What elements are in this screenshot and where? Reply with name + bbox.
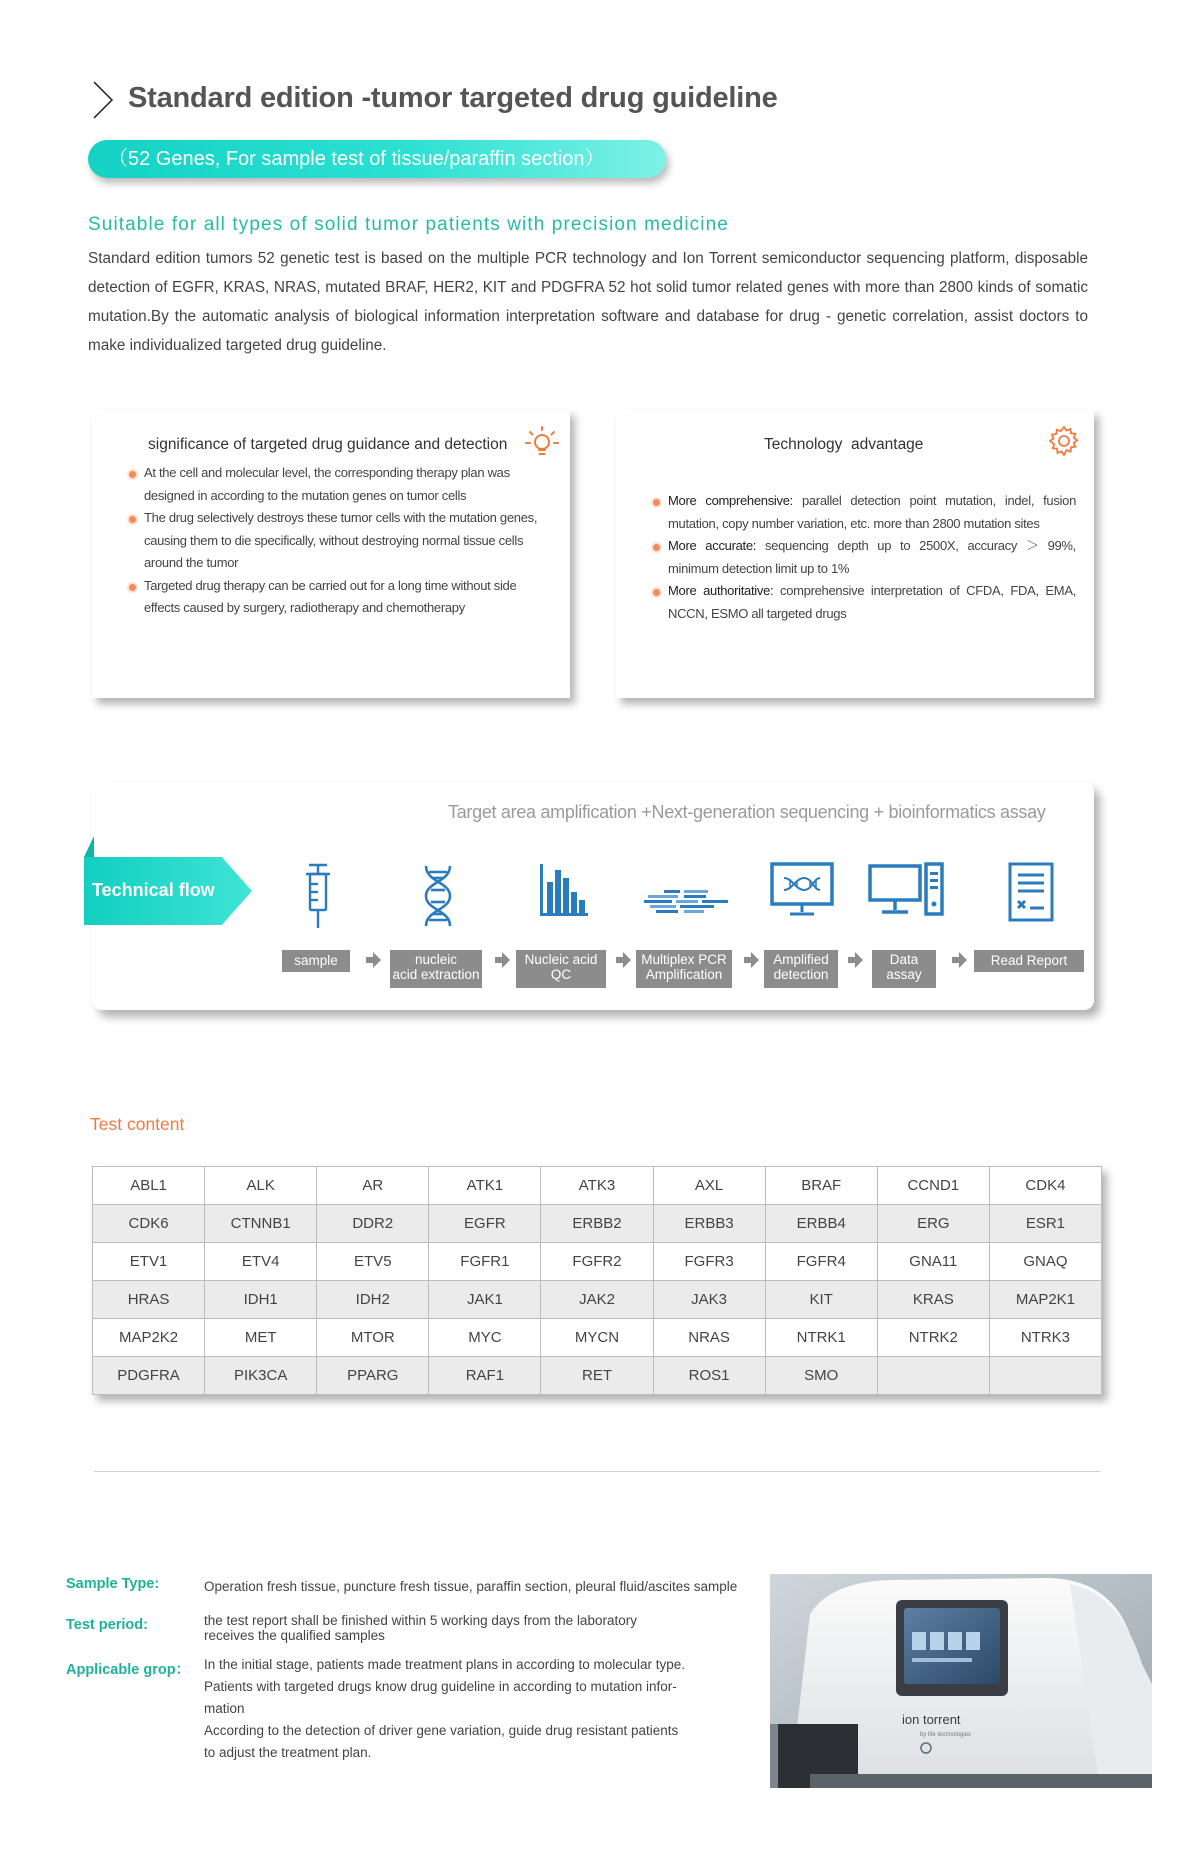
page-title: Standard edition -tumor targeted drug guideline (128, 82, 778, 114)
applicable-line: In the initial stage, patients made treatment plans in according to molecular type. (204, 1657, 686, 1672)
flow-step-pcr (636, 950, 732, 988)
test-period-value (204, 1613, 637, 1643)
gene-cell: NRAS (653, 1319, 765, 1357)
chevron-right-icon (90, 80, 118, 120)
gene-cell: EGFR (429, 1205, 541, 1243)
gene-cell: FGFR3 (653, 1243, 765, 1281)
sample-type-label: Sample Type: (66, 1576, 160, 1592)
list-item (652, 490, 1076, 535)
gene-cell: KIT (765, 1281, 877, 1319)
gene-cell: RAF1 (429, 1357, 541, 1395)
lightbulb-icon (524, 424, 560, 462)
gene-cell: NTRK3 (989, 1319, 1101, 1357)
gene-cell: CTNNB1 (205, 1205, 317, 1243)
dna-icon (420, 862, 456, 930)
step-label: acid extraction (392, 967, 480, 982)
gene-cell: PDGFRA (93, 1357, 205, 1395)
advantage-lead: More comprehensive: (668, 493, 793, 508)
applicable-line: to adjust the treatment plan. (204, 1745, 372, 1760)
step-label: Data (889, 952, 919, 967)
gene-cell (989, 1357, 1101, 1395)
step-label: detection (773, 967, 829, 982)
flow-tab-label: Technical flow (92, 880, 215, 900)
gene-table (92, 1166, 1102, 1395)
gene-cell: RET (541, 1357, 653, 1395)
gene-cell: JAK2 (541, 1281, 653, 1319)
gene-cell: CCND1 (877, 1167, 989, 1205)
gene-cell: BRAF (765, 1167, 877, 1205)
dna-monitor-icon (770, 862, 834, 918)
gene-cell (877, 1357, 989, 1395)
table-row (93, 1319, 1102, 1357)
gene-cell: IDH1 (205, 1281, 317, 1319)
test-period-line: receives the qualified samples (204, 1628, 385, 1643)
gene-cell: ABL1 (93, 1167, 205, 1205)
test-period-line: the test report shall be finished within 5 working days from the laboratory (204, 1613, 637, 1628)
applicable-label: Applicable grop： (66, 1662, 191, 1678)
gene-cell: FGFR4 (765, 1243, 877, 1281)
table-row (93, 1167, 1102, 1205)
gene-cell: JAK3 (653, 1281, 765, 1319)
advantage-title: Technology advantage (764, 436, 924, 453)
bar-chart-icon (538, 862, 590, 918)
step-label: Amplification (645, 967, 723, 982)
step-label: sample (294, 953, 338, 968)
gene-cell: MAP2K2 (93, 1319, 205, 1357)
intro-paragraph: Standard edition tumors 52 genetic test is based on the multiple PCR technology and Ion Torrent semiconductor sequencing platform, disposable detection of EGFR, KRAS, NRAS, mutated BRAF, HER2, KIT and PDGFRA 52 hot solid tumor related genes with more than 2800 kinds of somatic mutation.By the automatic analysis of biological information interpretation software and database for drug - genetic correlation, assist doctors to make individualized targeted drug guideline. (88, 250, 1088, 354)
gene-cell: ALK (205, 1167, 317, 1205)
table-row (93, 1281, 1102, 1319)
flow-step-extraction (390, 950, 482, 988)
computer-icon (868, 862, 946, 918)
flow-tab-fold (84, 836, 94, 857)
step-label: Multiplex PCR (641, 952, 727, 967)
arrow-right-icon (495, 952, 510, 968)
device-brand: ion torrent (902, 1712, 961, 1727)
applicable-value (204, 1654, 685, 1764)
device-sub: by life technologies (920, 1732, 972, 1738)
arrow-right-icon (616, 952, 631, 968)
gene-cell: ETV1 (93, 1243, 205, 1281)
arrow-right-icon (744, 952, 759, 968)
flow-caption: Target area amplification +Next-generation sequencing + bioinformatics assay (448, 802, 1046, 822)
sequence-bars-icon (644, 862, 730, 930)
divider (94, 1471, 1100, 1472)
list-item (652, 580, 1076, 625)
advantage-lead: More authoritative: (668, 583, 774, 598)
test-content-title: Test content (90, 1114, 185, 1134)
table-row (93, 1243, 1102, 1281)
gene-cell: FGFR1 (429, 1243, 541, 1281)
gene-cell: KRAS (877, 1281, 989, 1319)
gene-cell: ATK1 (429, 1167, 541, 1205)
table-row (93, 1357, 1102, 1395)
gene-cell: SMO (765, 1357, 877, 1395)
step-label: Read Report (990, 953, 1068, 968)
flow-step-data-assay (872, 950, 936, 988)
section-subtitle: Suitable for all types of solid tumor patients with precision medicine (88, 214, 729, 235)
advantage-text: parallel detection point mutation, indel, fusion mutation, copy number variation, etc. more than 2800 mutation sites (668, 493, 1076, 531)
step-label: Amplified (773, 952, 829, 967)
gene-cell: GNA11 (877, 1243, 989, 1281)
gene-cell: ATK3 (541, 1167, 653, 1205)
list-item: The drug selectively destroys these tumor cells with the mutation genes, causing them to die specifically, without destroying normal tissue cells around the tumor (128, 507, 546, 575)
gene-cell: CDK6 (93, 1205, 205, 1243)
gene-cell: FGFR2 (541, 1243, 653, 1281)
advantage-text: comprehensive interpretation of CFDA, FDA, EMA, NCCN, ESMO all targeted drugs (668, 583, 1077, 621)
step-label: QC (550, 967, 572, 982)
advantage-text: sequencing depth up to 2500X, accuracy ＞ 99%, minimum detection limit up to 1% (668, 538, 1076, 576)
step-label: Nucleic acid (524, 952, 598, 967)
significance-list (128, 462, 546, 620)
significance-card (92, 410, 570, 698)
gene-cell: HRAS (93, 1281, 205, 1319)
gene-cell: IDH2 (317, 1281, 429, 1319)
gene-cell: AR (317, 1167, 429, 1205)
step-label: assay (886, 967, 922, 982)
table-row (93, 1205, 1102, 1243)
significance-title: significance of targeted drug guidance and detection (148, 436, 508, 453)
gene-cell: ROS1 (653, 1357, 765, 1395)
step-label: nucleic (414, 952, 458, 967)
arrow-right-icon (848, 952, 863, 968)
gene-cell: MYC (429, 1319, 541, 1357)
list-item: Targeted drug therapy can be carried out for a long time without side effects caused by surgery, radiotherapy and chemotherapy (128, 575, 546, 620)
gene-cell: MET (205, 1319, 317, 1357)
gene-cell: ERBB3 (653, 1205, 765, 1243)
gene-cell: NTRK1 (765, 1319, 877, 1357)
flow-step-sample (282, 950, 350, 972)
gene-cell: ESR1 (989, 1205, 1101, 1243)
list-item: At the cell and molecular level, the corresponding therapy plan was designed in according to the mutation genes on tumor cells (128, 462, 546, 507)
gene-cell: DDR2 (317, 1205, 429, 1243)
gene-cell: ETV5 (317, 1243, 429, 1281)
syringe-icon (300, 862, 336, 930)
flow-step-report (974, 950, 1084, 972)
gene-cell: ERG (877, 1205, 989, 1243)
flow-step-qc (516, 950, 606, 988)
gene-count-pill: （52 Genes, For sample test of tissue/paraffin section） (88, 140, 666, 178)
list-item (652, 535, 1076, 580)
gene-cell: PIK3CA (205, 1357, 317, 1395)
test-period-label: Test period: (66, 1617, 148, 1633)
gene-cell: ETV4 (205, 1243, 317, 1281)
gene-cell: GNAQ (989, 1243, 1101, 1281)
gene-cell: NTRK2 (877, 1319, 989, 1357)
report-icon (1008, 862, 1054, 922)
ion-torrent-sequencer-image (770, 1574, 1152, 1788)
gene-cell: MYCN (541, 1319, 653, 1357)
applicable-line: mation (204, 1701, 245, 1716)
gene-cell: AXL (653, 1167, 765, 1205)
sample-type-value: Operation fresh tissue, puncture fresh tissue, paraffin section, pleural fluid/ascites sample (204, 1579, 738, 1594)
applicable-line: According to the detection of driver gene variation, guide drug resistant patients (204, 1723, 679, 1738)
gene-cell: CDK4 (989, 1167, 1101, 1205)
gene-cell: JAK1 (429, 1281, 541, 1319)
gene-cell: MTOR (317, 1319, 429, 1357)
arrow-right-icon (366, 952, 381, 968)
flow-step-detection (764, 950, 838, 988)
applicable-line: Patients with targeted drugs know drug guideline in according to mutation infor- (204, 1679, 677, 1694)
gene-cell: ERBB4 (765, 1205, 877, 1243)
gene-cell: PPARG (317, 1357, 429, 1395)
advantage-list (652, 490, 1076, 625)
advantage-card (616, 410, 1094, 698)
arrow-right-icon (952, 952, 967, 968)
gene-cell: ERBB2 (541, 1205, 653, 1243)
gear-icon (1047, 424, 1081, 458)
advantage-lead: More accurate: (668, 538, 757, 553)
gene-cell: MAP2K1 (989, 1281, 1101, 1319)
